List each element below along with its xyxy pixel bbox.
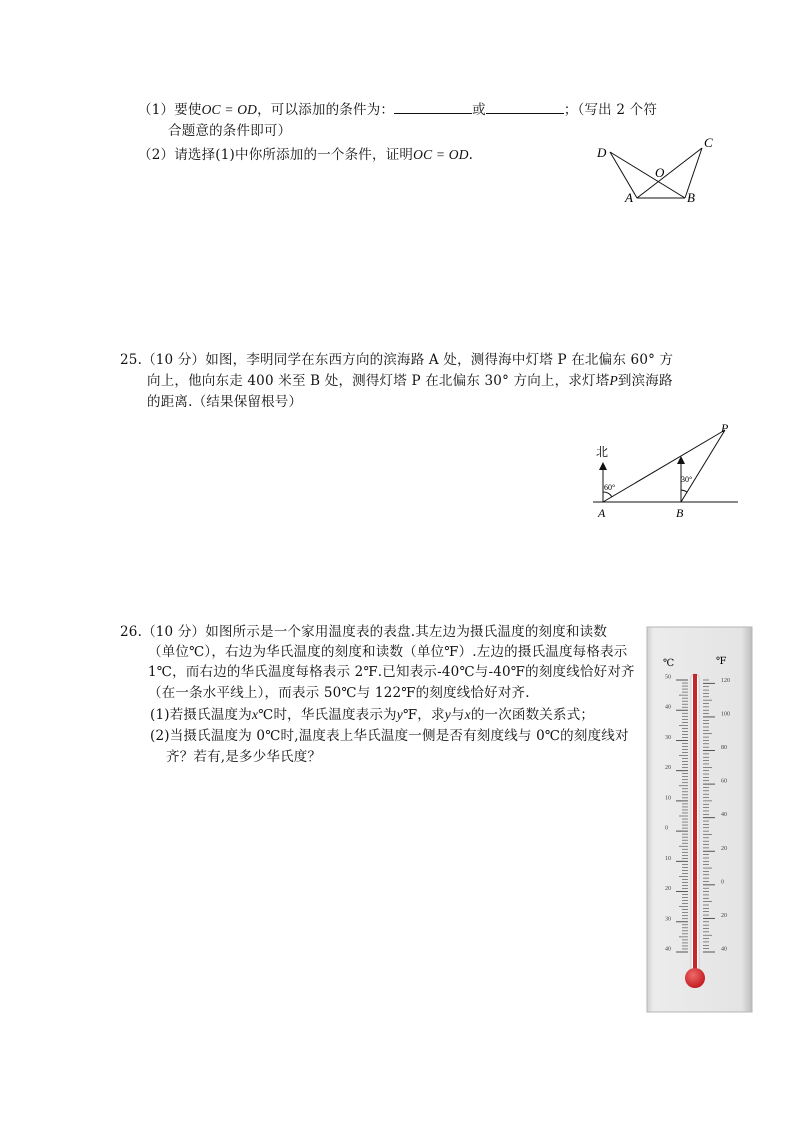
q26-sub1 xyxy=(150,703,594,723)
fahrenheit-unit-label: ℉ xyxy=(716,656,727,667)
q26-sub1-y: y xyxy=(396,707,403,722)
q26-line3: 1℃，而右边的华氏温度每格表示 2℉.已知表示-40℃与-40℉的刻度线恰好对齐 xyxy=(148,664,635,680)
q24-figure xyxy=(590,130,720,210)
q24-label-D: D xyxy=(597,145,607,160)
q25-line3: 的距离.（结果保留根号） xyxy=(147,394,303,410)
fahrenheit-tick-label: 60 xyxy=(721,778,727,785)
fahrenheit-tick-label: 80 xyxy=(721,745,727,752)
q26-sub1-y2: y xyxy=(444,707,451,722)
q24-part1-line2: 合题意的条件即可） xyxy=(168,123,292,139)
q24-label-C: C xyxy=(704,135,713,150)
q25-line1: 25.（10 分）如图，李明同学在东西方向的滨海路 A 处，测得海中灯塔 P 在北偏东 60° 方 xyxy=(120,352,674,368)
q24-part2-equation: OC = OD xyxy=(413,147,469,162)
fahrenheit-tick-label: 0 xyxy=(721,879,724,886)
fahrenheit-tick-label: 40 xyxy=(721,812,727,819)
q26-sub1-a: (1)若摄氏温度为 xyxy=(150,707,252,723)
q24-part1-lead: （1）要使 xyxy=(138,102,202,118)
q24-label-O: O xyxy=(655,165,665,180)
q26-sub1-c: ℉，求 xyxy=(402,707,445,723)
celsius-unit-label: ℃ xyxy=(663,658,675,669)
q24-part1-line1 xyxy=(138,98,657,118)
fahrenheit-tick-label: 120 xyxy=(721,677,730,684)
q26-sub1-e: 的一次函数关系式； xyxy=(470,707,595,723)
q25-angle-arc-a xyxy=(603,492,612,497)
celsius-tick-label: 0 xyxy=(665,825,668,832)
celsius-tick-label: 10 xyxy=(665,795,671,802)
fahrenheit-tick-label: 20 xyxy=(721,912,727,919)
q24-part1-equation: OC = OD xyxy=(201,102,258,117)
q25-north-label: 北 xyxy=(596,445,609,459)
q24-label-B: B xyxy=(687,190,695,205)
q24-part2-tail: . xyxy=(468,147,474,163)
q25-angle-b-label: 30° xyxy=(681,475,693,484)
q25-line2 xyxy=(147,369,673,389)
celsius-tick-label: 50 xyxy=(665,674,671,681)
celsius-tick-label: 30 xyxy=(665,916,671,923)
celsius-tick-label: 40 xyxy=(665,946,671,953)
celsius-tick-label: 20 xyxy=(665,886,671,893)
q24-segment-DB xyxy=(610,152,685,198)
fahrenheit-tick-label: 100 xyxy=(721,711,730,718)
q26-line1: 26.（10 分）如图所示是一个家用温度表的表盘.其左边为摄氏温度的刻度和读数 xyxy=(120,624,608,640)
q26-line4: （在一条水平线上），而表示 50℃与 122℉的刻度线恰好对齐. xyxy=(148,685,530,701)
q24-part2-lead: （2）请选择(1)中你所添加的一个条件，证明 xyxy=(138,147,414,163)
q24-part1-tail: ；（写出 2 个符 xyxy=(563,102,658,118)
thermometer-figure xyxy=(646,626,754,1014)
thermometer-mercury-column xyxy=(693,674,697,974)
q24-answer-blank-2[interactable] xyxy=(486,101,564,114)
celsius-tick-label: 30 xyxy=(665,734,671,741)
q26-sub2-line2: 齐？若有,是多少华氏度？ xyxy=(166,749,322,765)
fahrenheit-tick-label: 40 xyxy=(721,946,727,953)
celsius-tick-label: 20 xyxy=(665,765,671,772)
q25-line2-a: 向上，他向东走 400 米至 B 处，测得灯塔 P 在北偏东 30° 方向上，求灯塔 xyxy=(147,373,610,389)
q25-label-B: B xyxy=(676,506,684,520)
q26-sub2-line1: (2)当摄氏温度为 0℃时,温度表上华氏温度一侧是否有刻度线与 0℃的刻度线对 xyxy=(150,728,629,744)
q24-part2-line xyxy=(138,143,473,163)
q24-label-A: A xyxy=(625,190,633,205)
q24-answer-blank-1[interactable] xyxy=(394,101,472,114)
q25-label-P: P xyxy=(721,421,729,435)
q25-line2-b: 到滨海路 xyxy=(617,373,673,389)
fahrenheit-tick-label: 20 xyxy=(721,845,727,852)
q25-line2-p: P xyxy=(609,373,618,388)
thermometer-bulb xyxy=(685,968,705,988)
q25-angle-a-label: 60° xyxy=(604,483,616,492)
q26-sub1-d: 与 xyxy=(450,707,465,723)
celsius-tick-label: 40 xyxy=(665,704,671,711)
q25-label-A: A xyxy=(598,506,606,520)
q24-part1-mid: ，可以添加的条件为： xyxy=(257,102,395,118)
q25-figure xyxy=(588,420,743,525)
q25-angle-arc-b xyxy=(681,490,687,492)
q24-part1-or: 或 xyxy=(472,102,486,118)
q25-line-BP xyxy=(681,430,725,502)
q26-line2: （单位℃），右边为华氏温度的刻度和读数（单位℉）.左边的摄氏温度每格表示 xyxy=(148,644,628,660)
celsius-tick-label: 10 xyxy=(665,855,671,862)
q26-sub1-x: x xyxy=(251,707,259,722)
q25-line-AP xyxy=(603,430,725,502)
q26-sub1-b: ℃时，华氏温度表示为 xyxy=(258,707,397,723)
q26-sub1-x2: x xyxy=(464,707,471,722)
